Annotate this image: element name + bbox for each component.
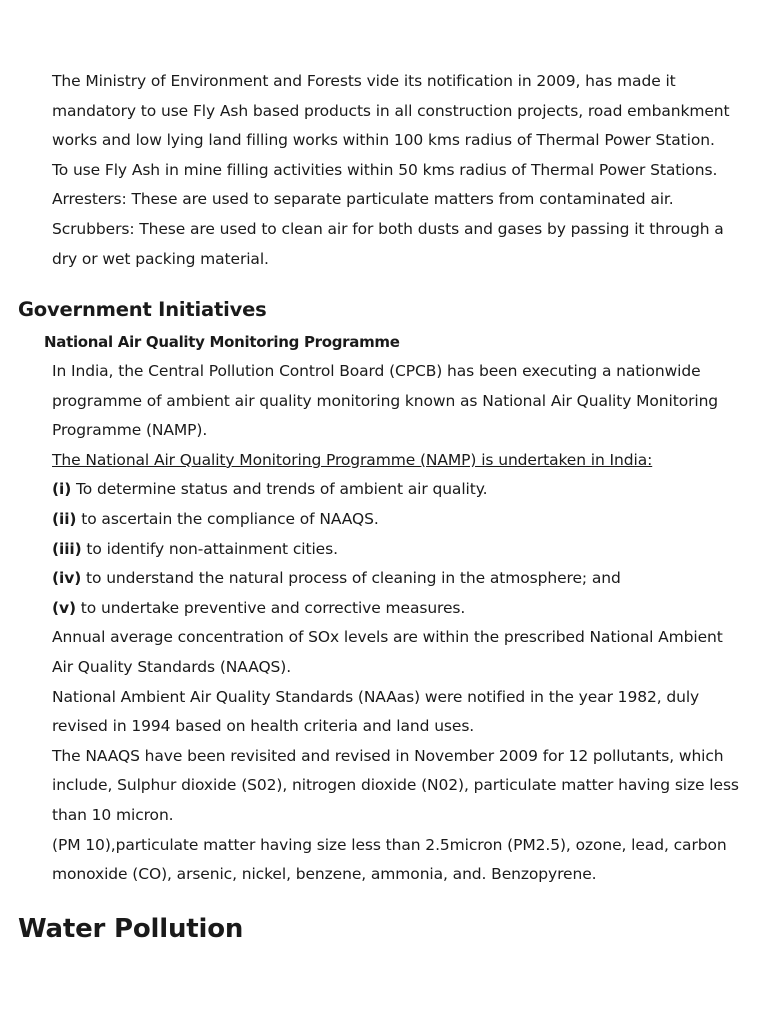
objective-number: (i) [52,480,72,499]
text-line: Annual average concentration of SOx levels are within the prescribed National Ambient [52,628,723,647]
objective-text: to ascertain the compliance of NAAQS. [76,509,379,528]
text-line: National Ambient Air Quality Standards (NAAas) were notified in the year 1982, duly [52,687,700,706]
text-line: works and low lying land filling works within 100 kms radius of Thermal Power Station. [52,131,715,150]
subheading-namp: National Air Quality Monitoring Programme [44,333,400,351]
text-line: mandatory to use Fly Ash based products in all construction projects, road embankment [52,101,730,120]
text-line: revised in 1994 based on health criteria and land uses. [52,717,475,736]
text-line: Air Quality Standards (NAAQS). [52,657,292,676]
text-line: monoxide (CO), arsenic, nickel, benzene, ammonia, and. Benzopyrene. [52,865,597,884]
objective-number: (ii) [52,509,77,528]
section-heading-government-initiatives: Government Initiatives [18,298,267,321]
objective-number: (iv) [52,569,82,588]
text-line: than 10 micron. [52,805,174,824]
text-line: Arresters: These are used to separate particulate matters from contaminated air. [52,190,674,209]
objective-item [52,505,752,535]
text-line: include, Sulphur dioxide (S02), nitrogen dioxide (N02), particulate matter having size less [52,776,739,795]
objective-text: to understand the natural process of cleaning in the atmosphere; and [81,569,621,588]
objectives-heading: The National Air Quality Monitoring Programme (NAMP) is undertaken in India: [52,450,653,469]
objective-item [52,475,752,505]
text-line: Programme (NAMP). [52,421,208,440]
text-line: The Ministry of Environment and Forests vide its notification in 2009, has made it [52,72,676,90]
objective-number: (iii) [52,539,82,558]
text-line: programme of ambient air quality monitoring known as National Air Quality Monitoring [52,391,719,410]
text-line: In India, the Central Pollution Control Board (CPCB) has been executing a nationwide [52,362,701,380]
objective-item [52,564,752,594]
objective-text: to identify non-attainment cities. [81,539,338,558]
intro-paragraph [52,67,752,274]
objective-item [52,535,752,565]
text-line: dry or wet packing material. [52,249,269,268]
text-line: (PM 10),particulate matter having size less than 2.5micron (PM2.5), ozone, lead, carbon [52,835,727,854]
text-line: Scrubbers: These are used to clean air for both dusts and gases by passing it through a [52,219,724,238]
objective-text: to undertake preventive and corrective measures. [75,598,466,617]
objective-number: (v) [52,598,76,617]
text-line: To use Fly Ash in mine filling activities within 50 kms radius of Thermal Power Stations. [52,160,718,179]
text-line: The NAAQS have been revisited and revised in November 2009 for 12 pollutants, which [52,746,724,765]
objective-item [52,594,752,624]
section-heading-water-pollution: Water Pollution [18,914,244,944]
namp-paragraph [52,357,752,890]
objective-text: To determine status and trends of ambient air quality. [71,480,488,499]
